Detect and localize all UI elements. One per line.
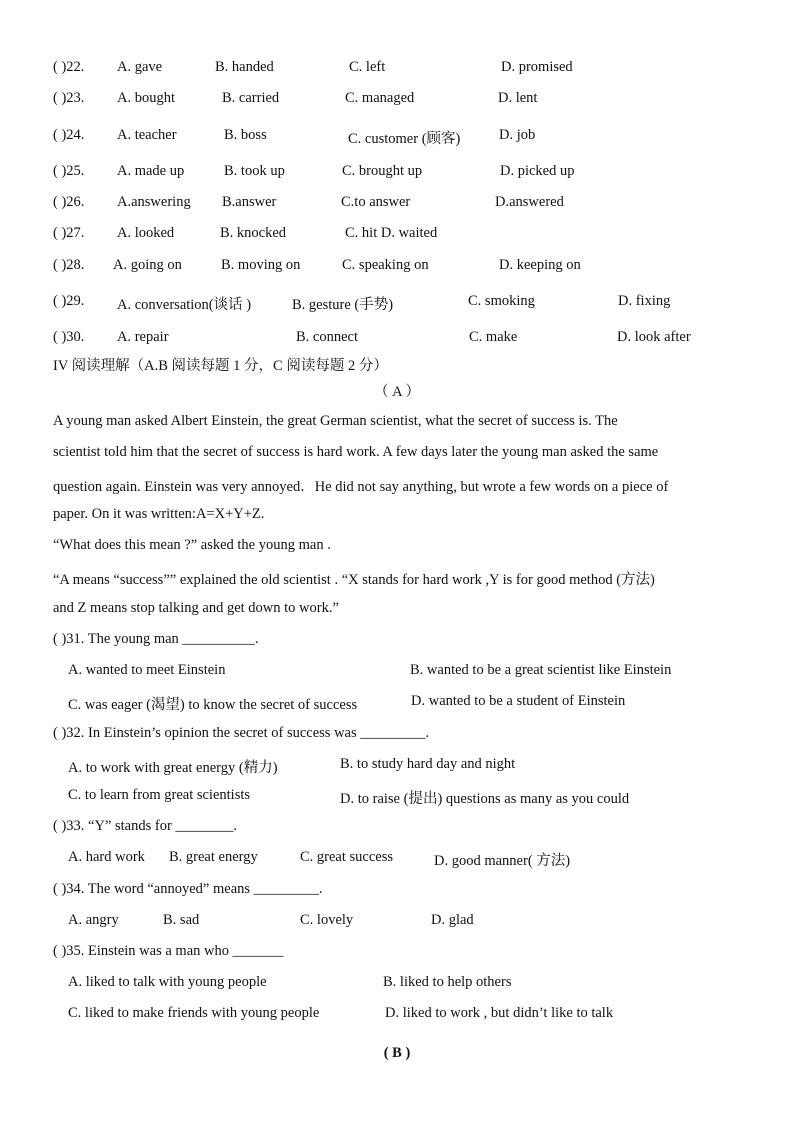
option-d: D. promised bbox=[501, 59, 573, 75]
passage-label: ( B ) bbox=[383, 1045, 411, 1061]
option-a: A. wanted to meet Einstein bbox=[68, 662, 226, 678]
option-a: A. repair bbox=[117, 329, 169, 345]
question-number: ( )23. bbox=[53, 90, 85, 106]
question-stem: ( )34. The word “annoyed” means _________. bbox=[53, 881, 323, 897]
question-number: ( )27. bbox=[53, 225, 85, 241]
option-d: D. look after bbox=[617, 329, 691, 345]
option-b: B. sad bbox=[163, 912, 200, 928]
option-a: A. teacher bbox=[117, 127, 177, 143]
option-b: B. gesture (手势) bbox=[292, 297, 394, 313]
question-stem: ( )31. The young man __________. bbox=[53, 631, 259, 647]
option-c: C. brought up bbox=[342, 163, 423, 179]
question-number: ( )22. bbox=[53, 59, 85, 75]
passage-line: A young man asked Albert Einstein, the great German scientist, what the secret of success is. The bbox=[53, 413, 618, 429]
option-d: D.answered bbox=[495, 194, 564, 210]
option-d: D. liked to work , but didn’t like to talk bbox=[385, 1005, 614, 1021]
option-b: B. took up bbox=[224, 163, 285, 179]
option-c: C. to learn from great scientists bbox=[68, 787, 251, 803]
option-d: D. to raise (提出) questions as many as you could bbox=[340, 791, 630, 807]
option-a: A. gave bbox=[117, 59, 163, 75]
section-heading: IV 阅读理解（A.B 阅读每题 1 分，C 阅读每题 2 分） bbox=[53, 358, 388, 374]
option-c: C. speaking on bbox=[342, 257, 429, 273]
option-a: A. looked bbox=[117, 225, 175, 241]
option-d: D. glad bbox=[431, 912, 474, 928]
option-a: A. to work with great energy (精力) bbox=[68, 760, 278, 776]
option-d: D. job bbox=[499, 127, 536, 143]
option-b: B. great energy bbox=[169, 849, 258, 865]
option-d: D. good manner( 方法) bbox=[434, 853, 571, 869]
option-c: C. left bbox=[349, 59, 386, 75]
option-d: D. lent bbox=[498, 90, 538, 106]
question-number: ( )25. bbox=[53, 163, 85, 179]
passage-label: （ A ） bbox=[374, 384, 420, 400]
question-number: ( )28. bbox=[53, 257, 85, 273]
question-stem: ( )33. “Y” stands for ________. bbox=[53, 818, 238, 834]
option-b: B. handed bbox=[215, 59, 274, 75]
option-c: C. was eager (渴望) to know the secret of success bbox=[68, 697, 358, 713]
option-c: C. managed bbox=[345, 90, 415, 106]
option-c: C. smoking bbox=[468, 293, 535, 309]
option-b: B. connect bbox=[296, 329, 359, 345]
question-number: ( )26. bbox=[53, 194, 85, 210]
question-number: ( )24. bbox=[53, 127, 85, 143]
option-d: D. fixing bbox=[618, 293, 671, 309]
option-a: A. conversation(谈话 ) bbox=[117, 297, 252, 313]
option-b: B.answer bbox=[222, 194, 277, 210]
passage-line: “A means “success”” explained the old scientist . “X stands for hard work ,Y is for good method (方法) bbox=[53, 572, 655, 588]
option-b: B. moving on bbox=[221, 257, 301, 273]
question-stem: ( )35. Einstein was a man who _______ bbox=[53, 943, 284, 959]
option-c: C. hit D. waited bbox=[345, 225, 438, 241]
option-a: A.answering bbox=[117, 194, 191, 210]
option-a: A. hard work bbox=[68, 849, 145, 865]
passage-line: and Z means stop talking and get down to work.” bbox=[53, 600, 339, 616]
question-number: ( )30. bbox=[53, 329, 85, 345]
passage-line: question again. Einstein was very annoyed．He did not say anything, but wrote a few words on a piece of bbox=[53, 479, 669, 495]
option-c: C.to answer bbox=[341, 194, 411, 210]
option-c: C. liked to make friends with young people bbox=[68, 1005, 320, 1021]
option-a: A. made up bbox=[117, 163, 185, 179]
question-number: ( )29. bbox=[53, 293, 85, 309]
option-b: B. liked to help others bbox=[383, 974, 512, 990]
option-a: A. angry bbox=[68, 912, 119, 928]
option-b: B. wanted to be a great scientist like Einstein bbox=[410, 662, 672, 678]
option-b: B. knocked bbox=[220, 225, 287, 241]
passage-line: paper. On it was written:A=X+Y+Z. bbox=[53, 506, 265, 522]
option-b: B. boss bbox=[224, 127, 267, 143]
option-c: C. customer (顾客) bbox=[348, 131, 461, 147]
option-d: D. keeping on bbox=[499, 257, 581, 273]
option-a: A. liked to talk with young people bbox=[68, 974, 267, 990]
option-b: B. carried bbox=[222, 90, 280, 106]
passage-line: scientist told him that the secret of success is hard work. A few days later the young man asked the same bbox=[53, 444, 659, 460]
option-c: C. make bbox=[469, 329, 518, 345]
option-d: D. wanted to be a student of Einstein bbox=[411, 693, 626, 709]
option-a: A. going on bbox=[113, 257, 182, 273]
option-c: C. lovely bbox=[300, 912, 354, 928]
passage-line: “What does this mean ?” asked the young man . bbox=[53, 537, 331, 553]
option-b: B. to study hard day and night bbox=[340, 756, 516, 772]
option-c: C. great success bbox=[300, 849, 394, 865]
option-d: D. picked up bbox=[500, 163, 575, 179]
option-a: A. bought bbox=[117, 90, 175, 106]
question-stem: ( )32. In Einstein’s opinion the secret of success was _________. bbox=[53, 725, 430, 741]
